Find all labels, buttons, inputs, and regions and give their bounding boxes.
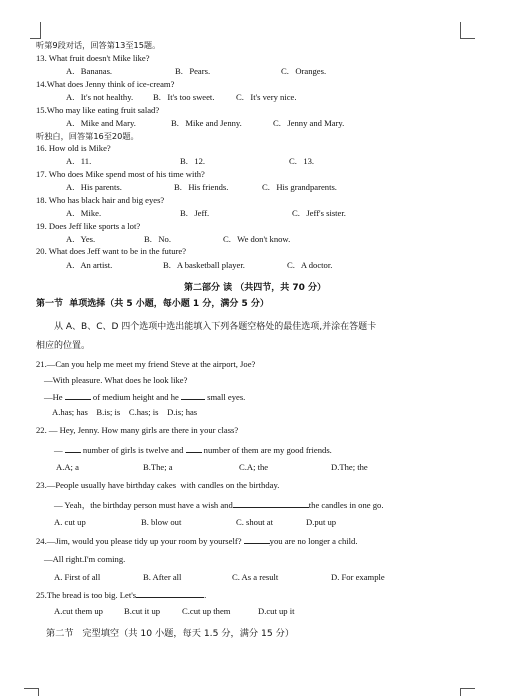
q25-option-d: D.cut up it	[258, 606, 295, 616]
q14-option-a: A. It's not healthy.	[66, 92, 134, 102]
q15-option-c: C. Jenny and Mary.	[273, 118, 345, 128]
q22-line-2-part-b: number of girls is twelve and	[80, 445, 186, 455]
q24-line-1-part-b: you are no longer a child.	[269, 536, 358, 546]
q21-line-3-part-b: of medium height and he	[90, 392, 181, 402]
q23-option-d: D.put up	[306, 517, 337, 527]
q22-option-b: B.The; a	[143, 462, 173, 472]
question-15-stem: 15.Who may like eating fruit salad?	[36, 105, 160, 115]
q23-option-b: B. blow out	[141, 517, 182, 527]
q25-line-1-part-a: 25.The bread is too big. Let's	[36, 590, 137, 600]
instruction-line-2: 相应的位置。	[36, 341, 91, 351]
q15-option-a: A. Mike and Mary.	[66, 118, 136, 128]
question-20-stem: 20. What does Jeff want to be in the future?	[36, 246, 187, 256]
q22-option-d: D.The; the	[331, 462, 368, 472]
q17-option-c: C. His grandparents.	[262, 182, 337, 192]
part-2-title: 第二部分 读 （共四节，共 70 分）	[183, 283, 327, 293]
q24-option-b: B. After all	[143, 572, 182, 582]
question-14-stem: 14.What does Jenny think of ice-cream?	[36, 79, 175, 89]
listening-intro-2: 听独白，回答第16至20题。	[36, 131, 139, 141]
q24-option-a: A. First of all	[54, 572, 101, 582]
q19-option-b: B. No.	[144, 234, 171, 244]
q21-options: A.has; has B.is; is C.has; is D.is; has	[52, 407, 198, 417]
q23-blank	[233, 499, 309, 508]
question-13-stem: 13. What fruit doesn't Mike like?	[36, 53, 150, 63]
q18-option-a: A. Mike.	[66, 208, 102, 218]
q25-option-a: A.cut them up	[54, 606, 103, 616]
q25-option-c: C.cut up them	[182, 606, 231, 616]
crop-mark-top-left	[30, 22, 41, 39]
q18-option-c: C. Jeff's sister.	[292, 208, 346, 218]
q20-option-b: B. A basketball player.	[163, 260, 245, 270]
q17-option-b: B. His friends.	[174, 182, 229, 192]
q24-blank	[244, 535, 270, 544]
q23-line-2-part-a: — Yeah，the birthday person must have a wish and	[54, 500, 233, 510]
question-18-stem: 18. Who has black hair and big eyes?	[36, 195, 165, 205]
q25-line-1-part-b: .	[204, 590, 207, 600]
q19-option-a: A. Yes.	[66, 234, 96, 244]
q13-option-c: C. Oranges.	[281, 66, 327, 76]
q23-line-2-part-b: the candles in one go.	[308, 500, 384, 510]
section-1-title: 第一节 单项选择（共 5 小题，每小题 1 分，满分 5 分）	[36, 299, 269, 309]
q22-line-2-part-a: —	[54, 445, 65, 455]
q24-option-c: C. As a result	[232, 572, 279, 582]
listening-intro-1: 听第9段对话，回答第13至15题。	[36, 40, 161, 50]
q20-option-a: A. An artist.	[66, 260, 113, 270]
q25-blank	[136, 589, 207, 600]
q23-option-a: A. cut up	[54, 517, 86, 527]
q22-line-2-part-c: number of them are my good friends.	[201, 445, 332, 455]
q23-line-2	[54, 499, 383, 511]
question-19-stem: 19. Does Jeff like sports a lot?	[36, 221, 141, 231]
q22-option-a: A.A; a	[56, 462, 79, 472]
q16-option-b: B. 12.	[180, 156, 206, 166]
q16-option-a: A. 11.	[66, 156, 92, 166]
q22-option-c: C.A; the	[239, 462, 269, 472]
q24-option-d: D. For example	[331, 572, 385, 582]
q13-option-b: B. Pears.	[175, 66, 211, 76]
q24-line-1-part-a: 24.—Jim, would you please tidy up your room by yourself?	[36, 536, 244, 546]
q16-option-c: C. 13.	[289, 156, 315, 166]
question-16-stem: 16. How old is Mike?	[36, 143, 111, 153]
q23-line-1: 23.—People usually have birthday cakes with candles on the birthday.	[36, 480, 280, 490]
q23-option-c: C. shout at	[236, 517, 274, 527]
q21-blank-1	[65, 391, 91, 400]
q22-line-2	[54, 444, 332, 456]
q19-option-c: C. We don't know.	[223, 234, 291, 244]
q20-option-c: C. A doctor.	[287, 260, 333, 270]
q24-line-1	[36, 535, 357, 547]
q13-option-a: A. Bananas.	[66, 66, 113, 76]
instruction-line-1: 从 A、B、C、D 四个选项中选出能填入下列各题空格处的最佳选项,并涂在答题卡	[54, 322, 377, 332]
q14-option-c: C. It's very nice.	[236, 92, 297, 102]
q14-option-b: B. It's too sweet.	[153, 92, 215, 102]
q22-blank-1	[65, 444, 81, 453]
q21-line-3-part-c: small eyes.	[204, 392, 246, 402]
q25-option-b: B.cut it up	[124, 606, 161, 616]
q21-blank-2	[181, 391, 205, 400]
q22-line-1: 22. — Hey, Jenny. How many girls are there in your class?	[36, 425, 239, 435]
q22-blank-2	[186, 444, 202, 453]
q21-line-1: 21.—Can you help me meet my friend Steve at the airport, Joe?	[36, 359, 256, 369]
q25-line-1	[36, 589, 206, 601]
q15-option-b: B. Mike and Jenny.	[171, 118, 242, 128]
question-17-stem: 17. Who does Mike spend most of his time with?	[36, 169, 205, 179]
q17-option-a: A. His parents.	[66, 182, 122, 192]
section-2-title: 第二节 完型填空（共 10 小题，每天 1.5 分，满分 15 分）	[46, 628, 295, 639]
q18-option-b: B. Jeff.	[180, 208, 210, 218]
q21-line-2: —With pleasure. What does he look like?	[44, 375, 188, 385]
q24-line-2: —All right.I'm coming.	[44, 554, 126, 564]
q21-line-3-part-a: —He	[44, 392, 65, 402]
crop-mark-top-right	[460, 22, 475, 39]
q21-line-3	[44, 391, 245, 403]
